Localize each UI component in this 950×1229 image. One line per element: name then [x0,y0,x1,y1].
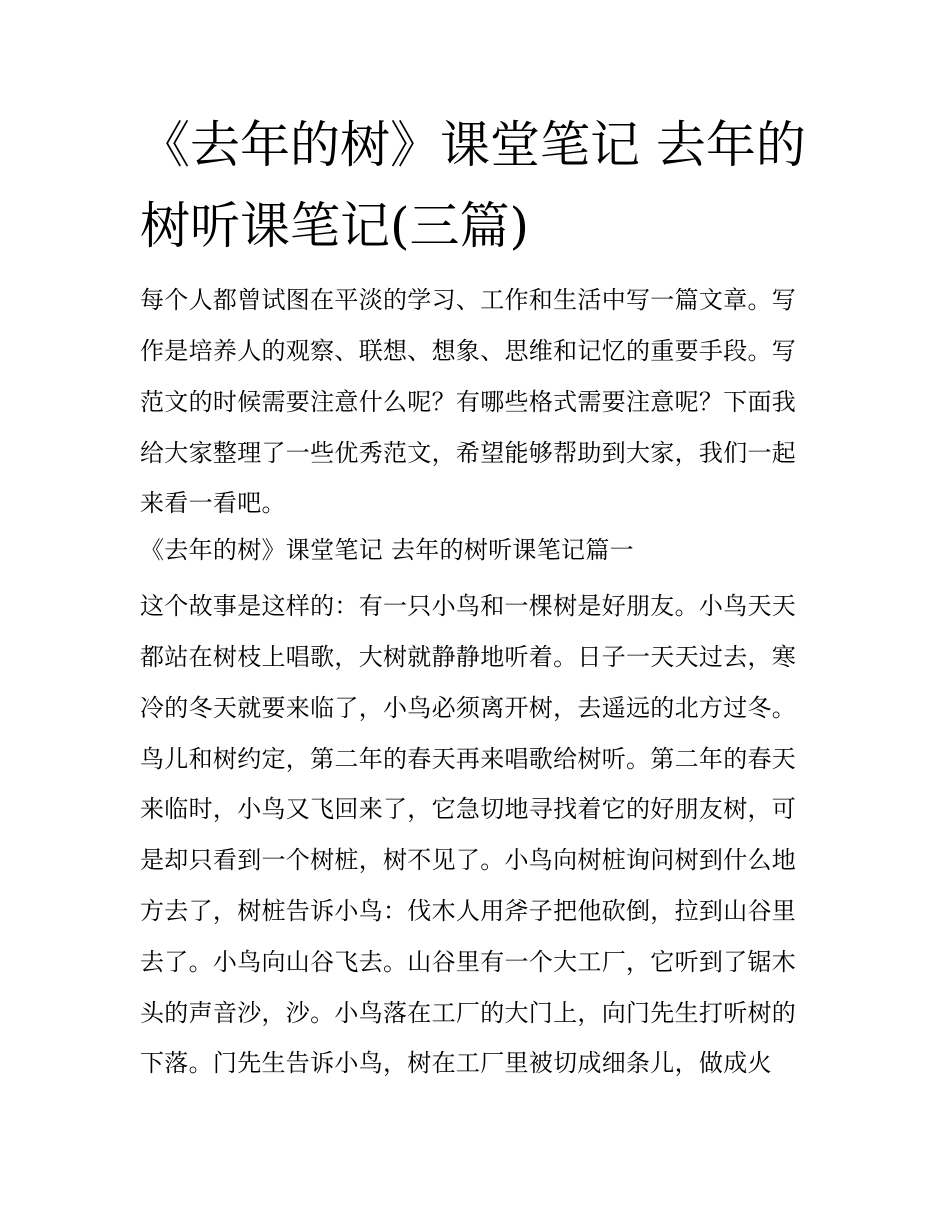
body-line-4: 鸟儿和树约定，第二年的春天再来唱歌给树听。第二年的春天 [140,745,797,773]
body-line-5: 来临时，小鸟又飞回来了，它急切地寻找着它的好朋友树，可 [140,795,797,823]
intro-line-2: 作是培养人的观察、联想、想象、思维和记忆的重要手段。写 [140,337,797,365]
intro-line-3: 范文的时候需要注意什么呢？有哪些格式需要注意呢？下面我 [140,388,797,416]
body-line-9: 头的声音沙，沙。小鸟落在工厂的大门上，向门先生打听树的 [140,999,797,1027]
body-line-1: 这个故事是这样的：有一只小鸟和一棵树是好朋友。小鸟天天 [140,592,797,620]
body-line-10: 下落。门先生告诉小鸟，树在工厂里被切成细条儿，做成火 [140,1049,772,1077]
document-title-line-2: 树听课笔记(三篇) [140,197,530,255]
body-line-6: 是却只看到一个树桩，树不见了。小鸟向树桩询问树到什么地 [140,846,797,874]
body-line-2: 都站在树枝上唱歌，大树就静静地听着。日子一天天过去，寒 [140,643,797,671]
body-line-7: 方去了，树桩告诉小鸟：伐木人用斧子把他砍倒，拉到山谷里 [140,897,797,925]
section-heading: 《去年的树》课堂笔记 去年的树听课笔记篇一 [140,536,634,564]
intro-line-5: 来看一看吧。 [140,489,286,517]
body-line-8: 去了。小鸟向山谷飞去。山谷里有一个大工厂，它听到了锯木 [140,948,797,976]
body-line-3: 冷的冬天就要来临了，小鸟必须离开树，去遥远的北方过冬。 [140,694,797,722]
document-title-line-1: 《去年的树》课堂笔记 去年的 [140,116,806,174]
intro-line-1: 每个人都曾试图在平淡的学习、工作和生活中写一篇文章。写 [140,286,797,314]
intro-line-4: 给大家整理了一些优秀范文，希望能够帮助到大家，我们一起 [140,439,797,467]
